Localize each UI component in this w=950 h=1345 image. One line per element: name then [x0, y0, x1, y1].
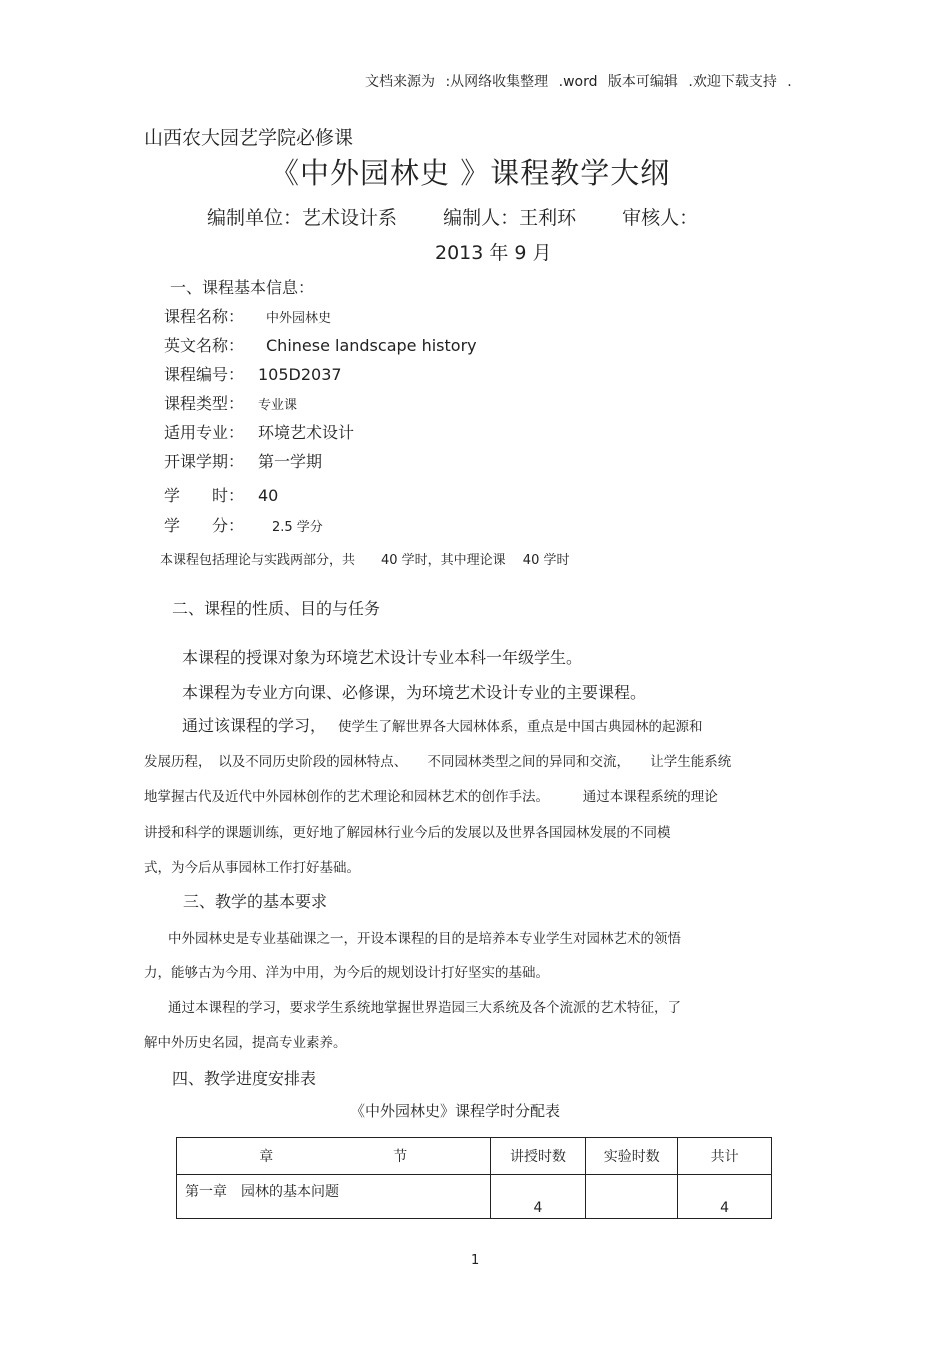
header-total: 共计 — [678, 1138, 772, 1175]
document-source-note: 文档来源为 :从网络收集整理 .word 版本可编辑 .欢迎下载支持 . — [365, 74, 792, 90]
school-course-line: 山西农大园艺学院必修课 — [144, 127, 354, 149]
field-value: 专业课 — [258, 398, 298, 413]
row-lab — [586, 1175, 678, 1219]
field-label: 开课学期： — [164, 452, 245, 471]
section-2-paragraph — [182, 713, 703, 736]
header-section: 节 — [393, 1149, 408, 1165]
field-label: 英文名称： — [164, 336, 245, 355]
field-value: 第一学期 — [258, 452, 323, 471]
field-semester — [164, 449, 322, 472]
paragraph-line: 通过本课程的学习，要求学生系统地掌握世界造园三大系统及各个流派的艺术特征，了 — [168, 1000, 681, 1016]
header-lab-hours: 实验时数 — [586, 1138, 678, 1175]
field-english-name — [164, 333, 477, 356]
section-4-heading: 四、教学进度安排表 — [172, 1069, 317, 1088]
paragraph-line: 使学生了解世界各大园林体系，重点是中国古典园林的起源和 — [338, 719, 703, 735]
field-label: 学 分： — [164, 516, 245, 535]
header-chapter: 章 — [259, 1149, 274, 1165]
field-course-name — [164, 304, 331, 327]
field-value: 中外园林史 — [266, 311, 332, 326]
paragraph-line: 地掌握古代及近代中外园林创作的艺术理论和园林艺术的创作手法。 通过本课程系统的理论 — [144, 789, 718, 805]
row-lecture: 4 — [490, 1175, 586, 1219]
field-label: 课程类型： — [164, 394, 245, 413]
field-label: 适用专业： — [164, 423, 245, 442]
document-title: 《中外园林史 》课程教学大纲 — [270, 156, 671, 190]
field-major — [164, 420, 354, 443]
document-date: 2013 年 9 月 — [435, 242, 552, 264]
meta-reviewer: 审核人： — [622, 207, 699, 229]
schedule-table — [176, 1137, 772, 1219]
section-3-heading: 三、教学的基本要求 — [183, 892, 328, 911]
header-chapter-section — [177, 1138, 491, 1175]
field-value: 2.5 学分 — [272, 520, 323, 535]
paragraph-line: 解中外历史名园，提高专业素养。 — [144, 1035, 347, 1051]
field-label: 学 时： — [164, 486, 245, 505]
section-2-heading: 二、课程的性质、目的与任务 — [172, 599, 381, 618]
field-course-code — [164, 362, 342, 385]
table-header-row — [177, 1138, 772, 1175]
paragraph-line: 力，能够古为今用、洋为中用，为今后的规划设计打好坚实的基础。 — [144, 965, 549, 981]
field-hours — [164, 483, 278, 506]
paragraph-line: 讲授和科学的课题训练，更好地了解园林行业今后的发展以及世界各国园林发展的不同模 — [144, 825, 671, 841]
row-total: 4 — [678, 1175, 772, 1219]
paragraph-line: 中外园林史是专业基础课之一，开设本课程的目的是培养本专业学生对园林艺术的领悟 — [168, 931, 681, 947]
page-number: 1 — [471, 1253, 480, 1268]
field-value: 105D2037 — [258, 365, 342, 384]
paragraph-line: 发展历程， 以及不同历史阶段的园林特点、 不同园林类型之间的异同和交流， 让学生能系统 — [144, 754, 732, 770]
section-1-heading: 一、课程基本信息： — [170, 278, 315, 297]
field-value: 环境艺术设计 — [258, 423, 355, 442]
meta-unit: 编制单位：艺术设计系 — [207, 207, 398, 229]
field-label: 课程编号： — [164, 365, 245, 384]
meta-author: 编制人：王利环 — [443, 207, 577, 229]
document-meta — [207, 203, 698, 230]
section-2-paragraph: 本课程为专业方向课、必修课，为环境艺术设计专业的主要课程。 — [182, 683, 647, 702]
paragraph-lead: 通过该课程的学习， — [182, 716, 327, 735]
field-course-type — [164, 391, 297, 414]
hours-note: 本课程包括理论与实践两部分，共 40 学时，其中理论课 40 学时 — [160, 553, 570, 568]
field-credits — [164, 513, 323, 536]
field-value: 40 — [258, 486, 279, 505]
field-label: 课程名称： — [164, 307, 245, 326]
field-value: Chinese landscape history — [266, 336, 477, 355]
table-title: 《中外园林史》课程学时分配表 — [350, 1102, 561, 1120]
section-2-paragraph: 本课程的授课对象为环境艺术设计专业本科一年级学生。 — [182, 648, 583, 667]
row-chapter: 第一章 园林的基本问题 — [177, 1175, 491, 1219]
paragraph-line: 式，为今后从事园林工作打好基础。 — [144, 860, 360, 876]
table-row — [177, 1175, 772, 1219]
header-lecture-hours: 讲授时数 — [490, 1138, 586, 1175]
